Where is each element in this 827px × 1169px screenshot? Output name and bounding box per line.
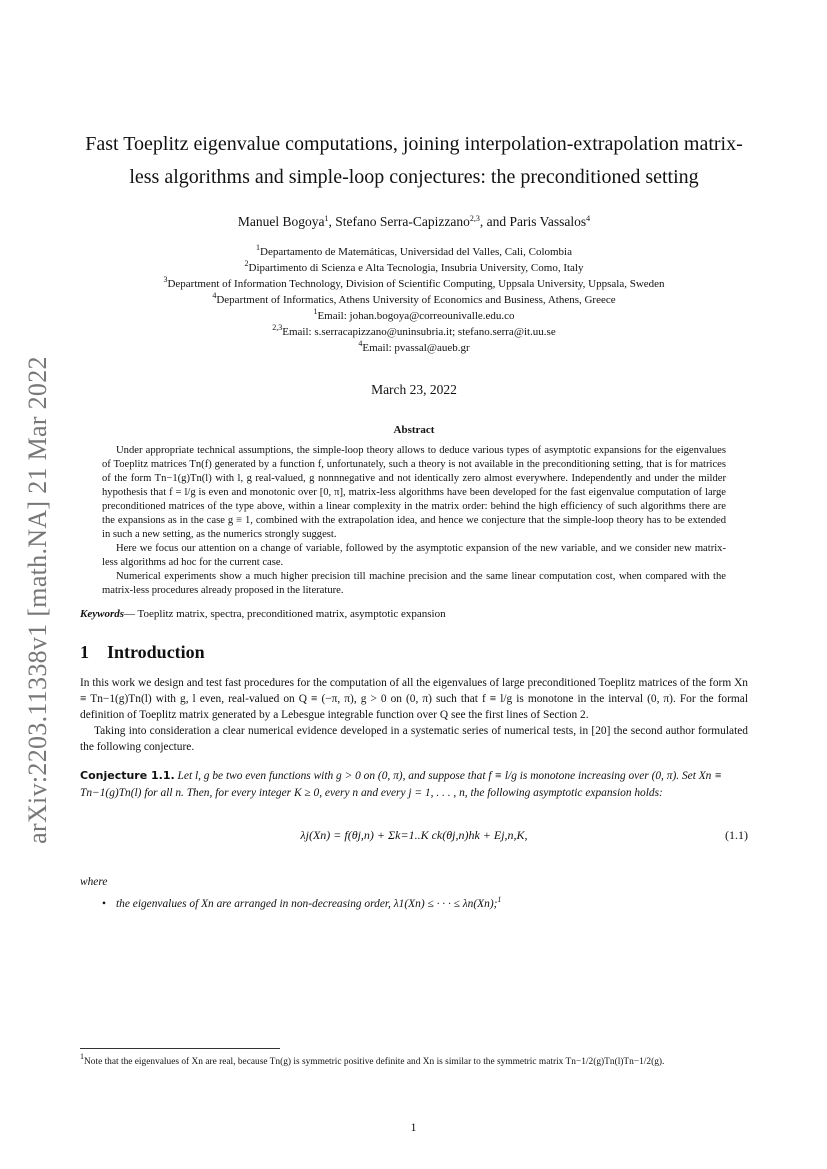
keywords-label: Keywords <box>80 608 124 620</box>
email-text: Email: s.serracapizzano@uninsubria.it; stefano.serra@it.uu.se <box>282 326 556 338</box>
author-1: Manuel Bogoya <box>237 214 325 229</box>
affiliation-text: Dipartimento di Scienza e Alta Tecnologia, Insubria University, Como, Italy <box>248 262 584 274</box>
footnote-marker: 1 <box>497 895 502 904</box>
section-body <box>80 675 748 755</box>
section-heading <box>80 642 748 663</box>
footnote-divider <box>80 1048 280 1049</box>
author-3: , and Paris Vassalos <box>479 214 587 229</box>
conjecture <box>80 767 748 802</box>
footnote <box>80 1052 748 1069</box>
affiliation-line <box>80 260 748 276</box>
body-paragraph: Taking into consideration a clear numerical evidence developed in a systematic series of numerical tests, in [20] the second author formulated the following conjecture. <box>80 725 748 753</box>
abstract-paragraph: Numerical experiments show a much higher precision till machine precision and the same linear computation cost, when compared with the matrix-less procedures already proposed in the literature. <box>102 571 726 596</box>
author-1-sup: 1 <box>324 214 329 223</box>
email-line <box>80 324 748 340</box>
page-content <box>80 128 748 910</box>
author-3-sup: 4 <box>586 214 591 223</box>
section-number: 1 <box>80 642 89 662</box>
affiliation-text: Department of Informatics, Athens University of Economics and Business, Athens, Greece <box>216 294 616 306</box>
equation-1-1 <box>80 816 748 862</box>
abstract-heading: Abstract <box>393 424 435 436</box>
footnote-text: Note that the eigenvalues of Xn are real, because Tn(g) is symmetric positive definite and Xn is similar to the symmetric matrix Tn−1/2(g)Tn(l)Tn−1/2(g). <box>84 1057 665 1067</box>
email-sup: 4 <box>358 339 363 348</box>
keywords <box>80 608 748 620</box>
affiliation-sup: 2 <box>244 259 249 268</box>
affiliation-line <box>80 292 748 308</box>
email-text: Email: pvassal@aueb.gr <box>362 342 470 354</box>
arxiv-sidebar <box>8 330 68 870</box>
affiliation-sup: 1 <box>256 243 260 252</box>
abstract-paragraph: Here we focus our attention on a change of variable, followed by the asymptotic expansion of the new variable, and we consider new matrix-less algorithms ad hoc for the current case. <box>102 543 726 568</box>
paper-title: Fast Toeplitz eigenvalue computations, joining interpolation-extrapolation matrix-less algorithms and simple-loop conjectures: the preconditioned setting <box>85 133 743 188</box>
page-number: 1 <box>410 1120 417 1134</box>
author-2-sup: 2,3 <box>469 214 480 223</box>
abstract-body <box>102 444 726 598</box>
affiliations <box>80 244 748 356</box>
section-title: Introduction <box>107 642 205 662</box>
list-item-text: the eigenvalues of Xn are arranged in non-decreasing order, λ1(Xn) ≤ · · · ≤ λn(Xn); <box>116 898 498 910</box>
author-2: , Stefano Serra-Capizzano <box>328 214 470 229</box>
email-text: Email: johan.bogoya@correounivalle.edu.co <box>317 310 515 322</box>
bullet-icon: • <box>102 898 106 910</box>
keywords-text: — Toeplitz matrix, spectra, preconditioned matrix, asymptotic expansion <box>124 608 446 620</box>
email-sup: 2,3 <box>272 323 283 332</box>
body-paragraph: In this work we design and test fast procedures for the computation of all the eigenvalues of large preconditioned Toeplitz matrices of the form Xn ≡ Tn−1(g)Tn(l) with g, l even, real-valued on Q ≡ (−π, π), g > 0 on (0, π) such that f ≡ l/g is monotone in the interval (0, π). For the formal definition of Toeplitz matrix generated by a Lebesgue integrable function over Q see the first lines of Section 2. <box>80 677 748 721</box>
where-label: where <box>80 876 108 888</box>
affiliation-line <box>80 244 748 260</box>
paper-date: March 23, 2022 <box>371 382 457 397</box>
affiliation-sup: 4 <box>212 291 217 300</box>
email-line <box>80 340 748 356</box>
abstract-paragraph: Under appropriate technical assumptions, the simple-loop theory allows to deduce various types of asymptotic expansions for the eigenvalues of Toeplitz matrices Tn(f) generated by a function f, unfortunately, such a theory is not available in the preconditioning setting, that is for matrices of the form Tn−1(g)Tn(l) with l, g real-valued, g nonnnegative and not identically zero almost everywhere. Independently and under the milder hypothesis that f = l/g is even and monotonic over [0, π], matrix-less algorithms have been developed for the fast eigenvalue computation of large preconditioned matrices of the type above, within a linear complexity in the matrix order: behind the high efficiency of such algorithms there are the expansions as in the case g ≡ 1, combined with the extrapolation idea, and hence we conjecture that the simple-loop theory has to be extended in such a new setting, as the numerics strongly suggest. <box>102 445 726 540</box>
conjecture-text: Let l, g be two even functions with g > 0 on (0, π), and suppose that f ≡ l/g is monotone increasing over (0, π). Set Xn ≡ Tn−1(g)Tn(l) for all n. Then, for every integer K ≥ 0, every n and every j = 1, . . . , n, the following asymptotic expansion holds: <box>80 770 722 799</box>
affiliation-sup: 3 <box>163 275 168 284</box>
email-line <box>80 308 748 324</box>
footnote-sup: 1 <box>80 1052 84 1061</box>
email-sup: 1 <box>313 307 318 316</box>
equation-number: (1.1) <box>725 828 748 842</box>
arxiv-stamp: arXiv:2203.11338v1 [math.NA] 21 Mar 2022 <box>23 356 52 844</box>
conjecture-label: Conjecture 1.1. <box>80 769 175 782</box>
affiliation-line <box>80 276 748 292</box>
list-item <box>102 895 748 910</box>
author-list <box>80 214 748 230</box>
equation-body: λj(Xn) = f(θj,n) + Σk=1..K ck(θj,n)hk + Ej,n,K, <box>300 828 528 842</box>
affiliation-text: Department of Information Technology, Division of Scientific Computing, Uppsala University, Uppsala, Sweden <box>167 278 665 290</box>
affiliation-text: Departamento de Matemáticas, Universidad del Valles, Cali, Colombia <box>260 246 572 258</box>
